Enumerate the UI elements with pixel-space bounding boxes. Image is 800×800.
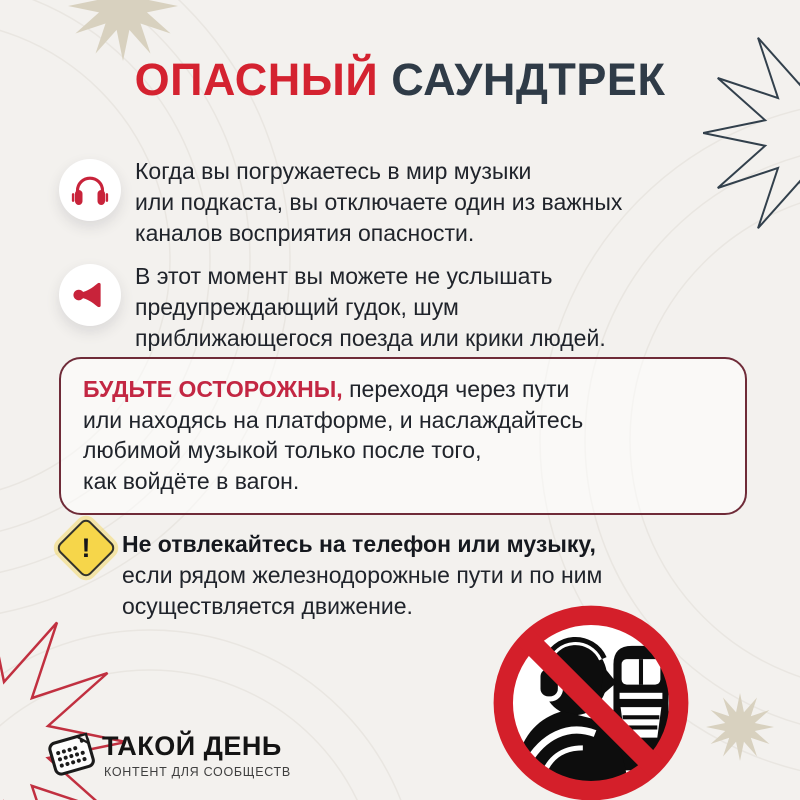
- intro-line: или подкаста, вы отключаете один из важных: [135, 189, 623, 215]
- moment-line: приближающегося поезда или крики людей.: [135, 325, 606, 351]
- intro-line: Когда вы погружаетесь в мир музыки: [135, 158, 532, 184]
- headphones-icon: [59, 159, 121, 221]
- title-word-danger: ОПАСНЫЙ: [134, 54, 379, 105]
- warning-line: если рядом железнодорожные пути и по ним: [122, 562, 603, 588]
- warning-line: осуществляется движение.: [122, 593, 413, 619]
- starburst-beige-bottomright-icon: [706, 693, 774, 761]
- caution-line: или находясь на платформе, и наслаждайтесь: [83, 406, 584, 433]
- caution-box: [59, 357, 747, 515]
- page-title: [0, 56, 800, 103]
- moment-paragraph: [135, 261, 606, 354]
- headphones-glyph: [70, 170, 110, 210]
- warning-exclamation-mark: !: [81, 532, 91, 563]
- brand-tagline: КОНТЕНТ ДЛЯ СООБЩЕСТВ: [104, 765, 291, 779]
- warning-line-bold: Не отвлекайтесь на телефон или музыку,: [122, 531, 596, 557]
- intro-paragraph: [135, 156, 622, 249]
- horn-glyph: [70, 275, 110, 315]
- title-word-soundtrack: САУНДТРЕК: [391, 54, 666, 105]
- moment-line: В этот момент вы можете не услышать: [135, 263, 553, 289]
- warning-diamond-icon: [54, 516, 116, 578]
- horn-icon: [59, 264, 121, 326]
- intro-line: каналов восприятия опасности.: [135, 220, 475, 246]
- warning-diamond-shape: [55, 517, 117, 579]
- caution-line-rest: переходя через пути: [349, 376, 570, 402]
- caution-line: [83, 374, 723, 405]
- starburst-beige-topleft-icon: [68, 0, 178, 61]
- caution-line: как войдёте в вагон.: [83, 467, 300, 494]
- moment-line: предупреждающий гудок, шум: [135, 294, 459, 320]
- no-listening-near-train-sign: [489, 601, 693, 800]
- caution-line: любимой музыкой только после того,: [83, 437, 482, 463]
- brand-name: ТАКОЙ ДЕНЬ: [102, 731, 282, 761]
- caution-highlight: БУДЬТЕ ОСТОРОЖНЫ,: [83, 376, 343, 402]
